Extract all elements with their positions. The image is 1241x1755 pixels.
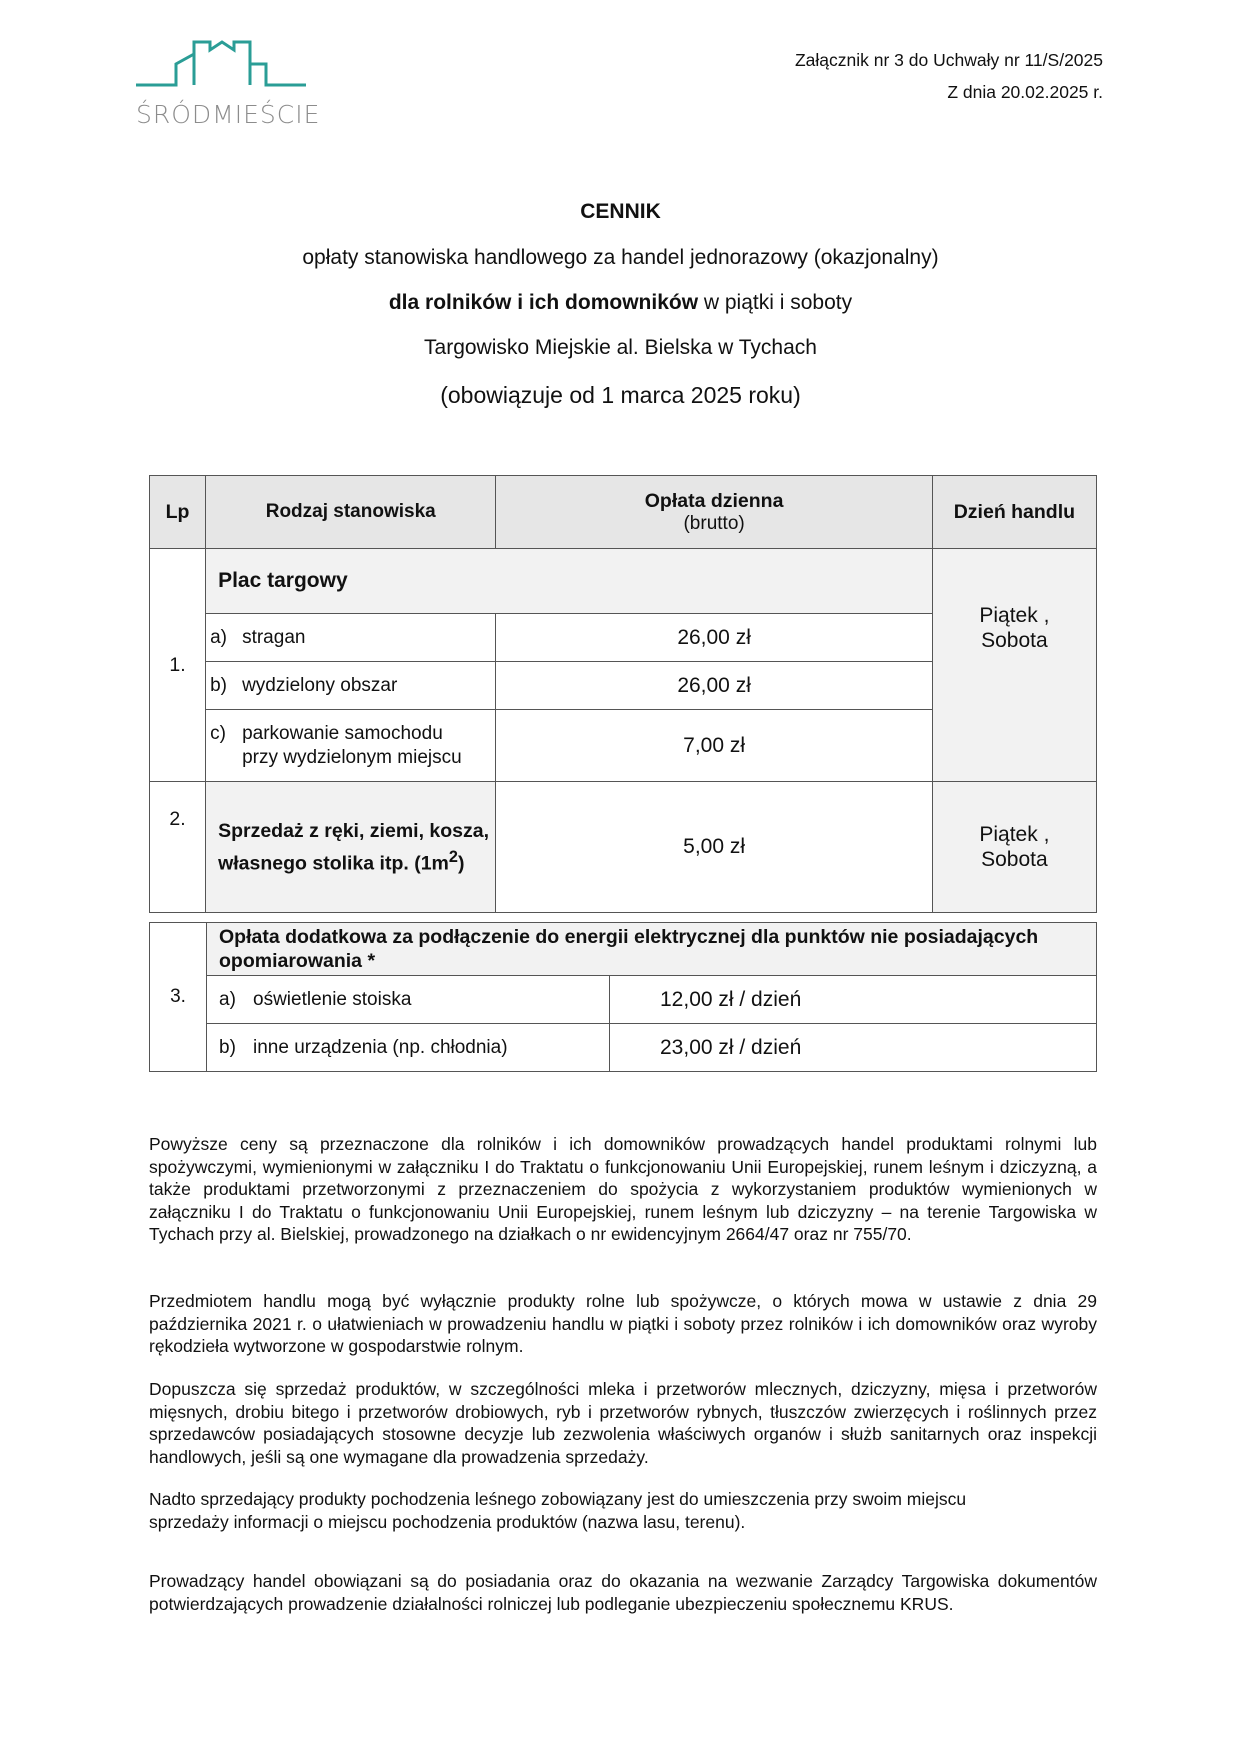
table-row <box>150 782 1097 913</box>
annex-reference <box>795 44 1103 108</box>
item-c-name <box>206 710 496 782</box>
paragraph-eligibility: Powyższe ceny są przeznaczone dla rolników i ich domowników prowadzących handel produktami rolnymi lub spożywczymi, wymienionymi w załączniku I do Traktatu o funkcjonowaniu Unii Europejskiej, runem leśnym i dziczyzną, a także produktami przetworzonymi z przeznaczeniem do spożycia z wykorzystaniem produktów wymienionych w załączniku I do Traktatu o funkcjonowaniu Unii Europejskiej, runem leśnym lub dziczyzny – na terenie Targowiska w Tychach przy al. Bielskiej, prowadzonego na działkach o nr ewidencyjnym 2664/47 oraz nr 755/70. <box>149 1134 1097 1244</box>
header-fee-sub: (brutto) <box>683 512 745 534</box>
item-c-key: c) <box>210 722 226 744</box>
item-a-name <box>206 614 496 662</box>
row1-title: Plac targowy <box>206 549 933 614</box>
logo <box>136 38 321 130</box>
table-row <box>150 976 1097 1024</box>
forest-origin-line1: Nadto sprzedający produkty pochodzenia leśnego zobowiązany jest do umieszczenia przy swoim miejscu <box>149 1489 967 1509</box>
elec-b-name <box>207 1024 610 1072</box>
price-table <box>149 475 1097 913</box>
row3-lp: 3. <box>150 923 207 1072</box>
electricity-table <box>149 922 1097 1072</box>
validity-line: (obowiązuje od 1 marca 2025 roku) <box>440 382 801 408</box>
table-row <box>150 923 1097 976</box>
forest-origin-line2: sprzedaży informacji o miejscu pochodzenia produktów (nazwa lasu, terenu). <box>149 1511 746 1532</box>
item-b-fee: 26,00 zł <box>496 662 932 710</box>
row2-fee: 5,00 zł <box>496 782 932 913</box>
subtitle-line-3: Targowisko Miejskie al. Bielska w Tychach <box>424 336 817 359</box>
elec-a-key: a) <box>219 988 236 1010</box>
subtitle-bold: dla rolników i ich domowników <box>388 291 699 314</box>
row2-day-line2: Sobota <box>981 848 1048 871</box>
row2-label-sup: 2 <box>448 847 458 866</box>
annex-line-date: Z dnia 20.02.2025 r. <box>947 82 1103 102</box>
elec-b-label: inne urządzenia (np. chłodnia) <box>253 1036 508 1058</box>
elec-b-key: b) <box>219 1036 236 1058</box>
row2-label-end: ) <box>457 852 465 875</box>
subtitle-line-2 <box>0 291 1241 315</box>
paragraph-documents: Prowadzący handel obowiązani są do posiadania oraz do okazania na wezwanie Zarządcy Targowiska dokumentów potwierdzających prowadzenie działalności rolniczej lub podleganie ubezpieczeniu społecznemu KRUS. <box>149 1571 1097 1614</box>
header-fee-label: Opłata dzienna <box>644 489 784 512</box>
table-header-row <box>150 476 1097 549</box>
row1-day-line1: Piątek , <box>979 604 1050 627</box>
annex-line-resolution: Załącznik nr 3 do Uchwały nr 11/S/2025 <box>794 50 1103 70</box>
subtitle-line-1: opłaty stanowiska handlowego za handel jednorazowy (okazjonalny) <box>302 246 939 269</box>
item-b-label: wydzielony obszar <box>242 674 398 696</box>
item-c-label: parkowanie samochodu przy wydzielonym miejscu <box>242 722 462 768</box>
row1-day <box>932 549 1096 782</box>
header-lp: Lp <box>150 476 206 549</box>
subtitle-rest: w piątki i soboty <box>698 291 853 314</box>
paragraph-permits: Dopuszcza się sprzedaż produktów, w szczególności mleka i przetworów mlecznych, dziczyzny, mięsa i przetworów mięsnych, drobiu bitego i przetworów drobiowych, ryb i przetworów rybnych, tłuszczów zwierzęcych i roślinnych przez sprzedawców posiadających stosowne decyzje lub zezwolenia właściwych organów i służb sanitarnych oraz inspekcji handlowych, jeśli są one wymagane dla prowadzenia sprzedaży. <box>149 1379 1097 1467</box>
paragraph-forest-origin <box>149 1488 1097 1533</box>
item-a-label: stragan <box>242 626 306 648</box>
item-a-fee: 26,00 zł <box>496 614 932 662</box>
row2-day <box>932 782 1096 913</box>
item-c-fee: 7,00 zł <box>496 710 932 782</box>
logo-text: ŚRÓDMIEŚCIE <box>136 100 321 129</box>
row1-day-line2: Sobota <box>981 629 1048 652</box>
row2-lp: 2. <box>150 782 206 913</box>
header-type: Rodzaj stanowiska <box>206 476 496 549</box>
document-title: CENNIK <box>580 200 661 223</box>
item-b-key: b) <box>210 674 227 696</box>
item-b-name <box>206 662 496 710</box>
row3-title: Opłata dodatkowa za podłączenie do energii elektrycznej dla punktów nie posiadających opomiarowania * <box>207 923 1097 976</box>
elec-a-fee: 12,00 zł / dzień <box>610 976 1097 1024</box>
elec-b-fee: 23,00 zł / dzień <box>610 1024 1097 1072</box>
table-row <box>150 549 1097 614</box>
city-skyline-icon <box>136 38 306 98</box>
paragraph-products: Przedmiotem handlu mogą być wyłącznie produkty rolne lub spożywcze, o których mowa w ustawie z dnia 29 października 2021 r. o ułatwieniach w prowadzeniu handlu w piątki i soboty przez rolników i ich domowników oraz wyroby rękodzieła wytworzone w gospodarstwie rolnym. <box>149 1291 1097 1356</box>
item-a-key: a) <box>210 626 227 648</box>
header-day: Dzień handlu <box>932 476 1096 549</box>
elec-a-label: oświetlenie stoiska <box>253 988 412 1010</box>
row1-lp: 1. <box>150 549 206 782</box>
row2-name <box>206 782 496 913</box>
table-row <box>150 1024 1097 1072</box>
header-fee <box>496 476 932 549</box>
elec-a-name <box>207 976 610 1024</box>
row2-label: Sprzedaż z ręki, ziemi, kosza, własnego stolika itp. (1m <box>218 819 490 875</box>
row2-day-line1: Piątek , <box>979 823 1050 846</box>
